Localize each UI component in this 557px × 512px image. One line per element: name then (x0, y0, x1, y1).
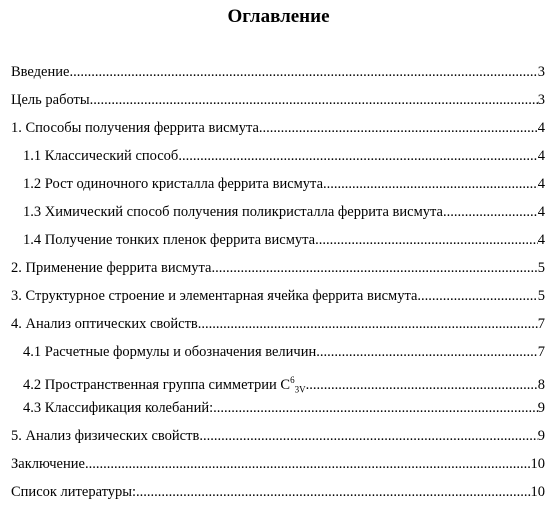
toc-entry-page: 9 (537, 400, 545, 416)
toc-entry-label: Введение (11, 64, 70, 80)
dot-leader (259, 119, 538, 137)
toc-entry-label: 4.2 Пространственная группа симметрии C (23, 376, 291, 393)
toc-entry-section-1-4[interactable] (23, 231, 545, 249)
toc-entry-page: 7 (537, 316, 545, 332)
toc-entry-page: 4 (537, 232, 545, 248)
dot-leader (178, 147, 537, 165)
dot-leader (198, 315, 538, 333)
symmetry-superscript: 6 (290, 375, 295, 385)
toc-entry-label: 5. Анализ физических свойств (11, 428, 200, 444)
toc-entry-label: Список литературы: (11, 484, 137, 500)
toc-entry-page: 4 (537, 204, 545, 220)
toc-entry-label: 1.3 Химический способ получения поликристалла феррита висмута (23, 204, 443, 220)
dot-leader (69, 63, 537, 81)
toc-entry-section-3[interactable] (11, 287, 545, 305)
toc-entry-section-2[interactable] (11, 259, 545, 277)
dot-leader (211, 259, 537, 277)
toc-entry-label: 1.4 Получение тонких пленок феррита висмута (23, 232, 316, 248)
toc-entry-page: 3 (537, 64, 545, 80)
toc-entry-label: 1. Способы получения феррита висмута (11, 120, 259, 136)
toc-entry-label: 4. Анализ оптических свойств (11, 316, 198, 332)
toc-entry-label-wrap (23, 371, 306, 399)
dot-leader (315, 231, 538, 249)
toc-entry-section-1-1[interactable] (23, 147, 545, 165)
toc-entry-section-4[interactable] (11, 315, 545, 333)
dot-leader (443, 203, 538, 221)
dot-leader (136, 483, 530, 501)
toc-entry-section-1[interactable] (11, 119, 545, 137)
toc-entry-page: 4 (537, 148, 545, 164)
dot-leader (323, 175, 538, 193)
toc-entry-page: 10 (530, 484, 545, 500)
toc-entry-page: 5 (537, 260, 545, 276)
toc-entry-section-1-3[interactable] (23, 203, 545, 221)
toc-entry-label: 1.2 Рост одиночного кристалла феррита висмута (23, 176, 324, 192)
toc-entry-label: Заключение (11, 456, 85, 472)
toc-entry-label: 4.3 Классификация колебаний: (23, 400, 214, 416)
toc-entry-section-4-3[interactable] (23, 399, 545, 417)
symmetry-subscript: 3V (294, 384, 306, 395)
toc-entry-page: 4 (537, 176, 545, 192)
toc-entry-goal[interactable] (11, 91, 545, 109)
dot-leader (199, 427, 537, 445)
toc-entry-page: 10 (530, 456, 545, 472)
dot-leader (90, 91, 538, 109)
toc-entry-page: 8 (537, 376, 545, 393)
toc-entry-section-1-2[interactable] (23, 175, 545, 193)
toc-entry-section-4-1[interactable] (23, 343, 545, 361)
toc-entry-page: 9 (537, 428, 545, 444)
toc-entry-conclusion[interactable] (11, 455, 545, 473)
toc-entry-section-4-2[interactable] (23, 371, 545, 399)
dot-leader (213, 399, 538, 417)
toc-entry-section-5[interactable] (11, 427, 545, 445)
toc-entry-label: 4.1 Расчетные формулы и обозначения величин (23, 344, 317, 360)
toc-entry-label: Цель работы (11, 92, 90, 108)
dot-leader (306, 376, 538, 394)
toc-entry-references[interactable] (11, 483, 545, 501)
dot-leader (85, 455, 531, 473)
toc-entry-label: 3. Структурное строение и элементарная ячейка феррита висмута (11, 288, 418, 304)
dot-leader (316, 343, 538, 361)
toc-entry-page: 7 (537, 344, 545, 360)
toc-entry-page: 4 (537, 120, 545, 136)
page-title: Оглавление (227, 6, 330, 27)
toc-entry-label: 2. Применение феррита висмута (11, 260, 212, 276)
toc-entry-page: 5 (537, 288, 545, 304)
toc-entry-page: 3 (537, 92, 545, 108)
dot-leader (417, 287, 537, 305)
toc-entry-label: 1.1 Классический способ (23, 148, 179, 164)
toc-entry-introduction[interactable] (11, 63, 545, 81)
